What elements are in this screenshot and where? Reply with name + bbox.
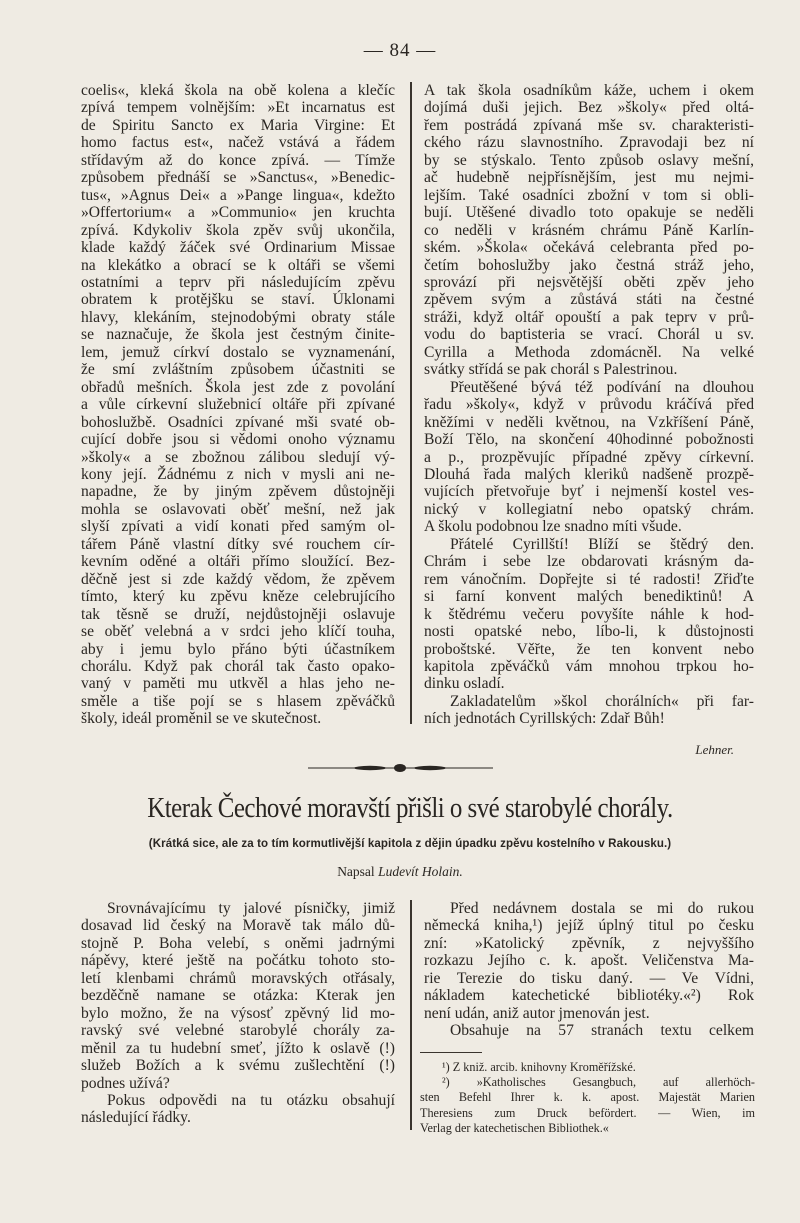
text-line: ckého rázu slavnostního. Zpravodaji bez ní [424,134,754,152]
text-line: dinku osladí. [424,675,505,693]
text-line: si farní konvent malých benediktinů! A [424,588,754,606]
text-line: vujících přetvořuje byť i nejmenší kostel ves- [424,483,754,501]
text-line: kevním oděné a oltáři přímo sloužící. Bez- [81,553,395,571]
article-subtitle: (Krátká sice, ale za to tím kormutlivější kapitola z dějin úpadku zpěvu kostelního v Rakousku.) [148,836,672,850]
text-line: Chrám i sebe lze obdarovati krásným da- [424,553,754,571]
text-line: Zakladatelům »škol chorálních« při far- [450,692,754,710]
text-line: proboštské. Věřte, že ten konvent nebo [424,640,754,658]
text-line: rem vánočním. Dopřejte si té radosti! Zřiďte [424,570,754,588]
text-line: chorálu. Když pak chorál tak často opako- [81,657,395,675]
text-line: sten Befehl Ihrer k. k. apost. Majestät Marien [420,1090,755,1105]
footnotes [420,1060,755,1136]
text-line: mohla se oslavovati oběť mešní, než jak [81,500,395,518]
text-line: Verlag der katechetischen Bibliothek.« [420,1120,609,1135]
text-line: »školy« a se zbožnou zálibou sledují vý- [81,448,395,466]
text-line: ¹) Z kniž. arcib. knihovny Kroměřížské. [442,1060,636,1074]
text-line: A tak škola osadníkům káže, uchem i okem [424,82,754,99]
article-left-column [81,900,395,1127]
text-line: tus«, »Agnus Dei« a »Pange lingua«, kdežto [81,186,395,204]
text-line: podnes užívá? [81,1074,170,1092]
text-line: ních jednotách Cyrillských: Zdař Bůh! [424,710,665,728]
text-line: se oběť velebná a v srdci jeho klíčí touha, [81,623,395,641]
text-line: nákladem katechetické bibliotéky.«²) Rok [424,987,754,1005]
text-line: aby i jemu bylo přáno býti účastníkem [81,640,395,658]
text-line: vaný v paměti mu utkvěl a hlas jeho ne- [81,675,395,693]
text-line: cující dobře jsou si vědomi onoho významu [81,431,395,449]
text-line: nosti opatské nebo, líbo-li, k důstojnosti [424,623,754,641]
text-line: ač hudebně nejpřísnějším, jest mu nejmi- [424,169,754,187]
text-line: vodu do baptisteria se vrací. Chorál u sv. [424,326,754,344]
text-line: řadu »školy«, když v průvodu kráčívá před [424,396,754,414]
text-line: dojímá duši jejich. Bez »školy« před oltá- [424,99,754,117]
article-right-column [424,900,754,1040]
text-line: stojně P. Boha velebí, s oněmi jadrnými [81,934,395,952]
text-line: směle a tiše pojí se s hlasem zpěváčků [81,692,395,710]
text-line: Srovnávajícímu ty jalové písničky, jimiž [107,900,395,917]
text-line: tářem Páně vlastní dítky své rouchem cír- [81,535,395,553]
text-line: kapitola zpěváčků vám mnohou trpkou ho- [424,657,754,675]
text-line: a p., prozpěvujíc případné zpěvy církevní. [424,448,754,466]
text-line: Dlouhá řada malých kleriků nadšeně prozpě- [424,465,754,483]
text-line: bezděčně namane se otázka: Kterak jen [81,987,395,1005]
text-line: ²) »Katholisches Gesangbuch, auf allerhöch- [442,1075,755,1090]
text-line: střídavým až do konce zpívá. — Tímže [81,151,395,169]
text-line: A školu podobnou lze snadno míti všude. [424,518,682,536]
byline-prefix: Napsal [337,864,375,879]
text-line: a vůle církevní služebnicí oltáře při zpívané [81,396,395,414]
author-name: Ludevít Holain. [378,864,463,879]
article-title: Kterak Čechové moravští přišli o své starobylé chorály. [147,792,673,824]
text-line: slyší zpívati a vidí konati před samým ol- [81,518,395,536]
footnote-separator [420,1052,482,1053]
text-line: na klekátko a obrací se k oltáři se všemi [81,256,395,274]
text-line: kony její. Žádnému z nich v mysli ani ne- [81,465,395,483]
text-line: děčně jest si zde každý vědom, že zpěvem [81,570,395,588]
text-line: tak těsně se druží, nejdůstojněji oslavuje [81,605,395,623]
text-line: ravský své velebné starobylé chorály za- [81,1022,395,1040]
text-line: by se stýskalo. Tento způsob oslavy mešní, [424,151,754,169]
text-line: Pokus odpovědi na tu otázku obsahují [107,1091,395,1109]
text-line: napadne, že by jiným zpěvem důstojněji [81,483,395,501]
text-line: způsobem přednáší se »Sanctus«, »Benedic- [81,169,395,187]
text-line: ostatními a teprv při následujícím zpěvu [81,273,395,291]
text-line: svátky střídá se pak chorál s Palestrinou. [424,361,678,379]
text-line: četím bohoslužby jako čestná stráž jeho, [424,256,754,274]
article-byline [0,864,800,880]
text-line: rie Terezie do tisku daný. — Ve Vídni, [424,969,754,987]
text-line: ském. »Škola« očekává celebranta před po- [424,239,754,257]
text-line: zní: »Katolický zpěvník, z nejvyššího [424,934,754,952]
text-line: zpívá. Kdykoliv škola zpěv svůj ukončila, [81,221,395,239]
text-line: Cyrilla a Methoda zdomácněl. Na velké [424,343,754,361]
text-line: bují. Utěšené divadlo toto opakuje se neděli [424,204,754,222]
top-right-column [424,82,754,728]
text-line: k štědrému večeru povyšíte náhle k hod- [424,605,754,623]
text-line: Obsahuje na 57 stranách textu celkem [450,1022,754,1040]
text-line: německá kniha,¹) jejíž úplný titul po česku [424,917,754,935]
text-line: sprovází při nejsvětější oběti zpěv jeho [424,273,754,291]
text-line: stráži, když oltář opouští a pak teprv v prů- [424,308,754,326]
text-line: že smí zvláštním způsobem účastniti se [81,361,395,379]
ornamental-divider-icon [308,762,493,774]
text-line: kněžími v neděli květnou, na Vzkříšení Páně, [424,413,754,431]
text-line: obřadů mešních. Škola jest zde z povolání [81,378,395,396]
text-line: dosavad lid český na Moravě tak málo dů- [81,917,395,935]
text-line: hlavy, klekáním, stejnodobými obraty stále [81,308,395,326]
text-line: Přátelé Cyrillští! Blíží se štědrý den. [450,535,754,553]
text-line: »Offertorium« a »Communio« jen kruchta [81,204,395,222]
text-line: lejším. Také osadníci zbožní v tom si obli- [424,186,754,204]
top-left-column [81,82,395,728]
text-line: obratem k protějšku se staví. Úklonami [81,291,395,309]
text-line: služeb Božích a k svému zušlechtění (!) [81,1057,395,1075]
text-line: se naznačuje, že škola jest čestným činite- [81,326,395,344]
column-divider-top [410,82,412,724]
text-line: Boží Tělo, na skončení 40hodinné pobožnosti [424,431,754,449]
text-line: měnil za tu hudební smeť, jížto k oslavě (!) [81,1039,395,1057]
text-line: Theresiens zum Druck befördert. — Wien, im [420,1105,755,1120]
signature: Lehner. [695,742,734,757]
text-line: letí klenbami chrámů moravských otřásaly, [81,969,395,987]
text-line: následující řádky. [81,1109,191,1127]
text-line: Před nedávnem dostala se mi do rukou [450,900,754,917]
text-line: coelis«, kleká škola na obě kolena a klečíc [81,82,395,99]
text-line: rozkazu Jejího c. k. apošt. Veličenstva Ma- [424,952,754,970]
text-line: školy, ideál proměnil se ve skutečnost. [81,710,322,728]
text-line: bohoslužbě. Osadníci zpívané mši svaté ob- [81,413,395,431]
text-line: lem, jemuž církví dostalo se vyznamenání, [81,343,395,361]
text-line: co neděli v krásném chrámu Páně Karlín- [424,221,754,239]
text-line: zpěvem svým a zůstává státi na čestné [424,291,754,309]
text-line: tímto, který ku zpěvu kněze celebrujícího [81,588,395,606]
text-line: nický v kollegiatní nebo opatský chrám. [424,500,754,518]
text-line: de Spiritu Sancto ex Maria Virgine: Et [81,116,395,134]
text-line: homo factus est«, načež vstává a řádem [81,134,395,152]
text-line: bylo možno, že na výsosť zpěvný lid mo- [81,1004,395,1022]
text-line: klade každý žáček své Ordinarium Missae [81,239,395,257]
text-line: Přeutěšené bývá též podívání na dlouhou [450,378,754,396]
page-number: — 84 — [363,40,437,61]
text-line: není udán, aniž autor jmenován jest. [424,1004,650,1022]
text-line: zpívá tempem volnějším: »Et incarnatus est [81,99,395,117]
text-line: nápěvy, které ještě na počátku tohoto sto- [81,952,395,970]
column-divider-bottom [410,900,412,1130]
text-line: řem postrádá zpívaná mše sv. charakteristi- [424,116,754,134]
